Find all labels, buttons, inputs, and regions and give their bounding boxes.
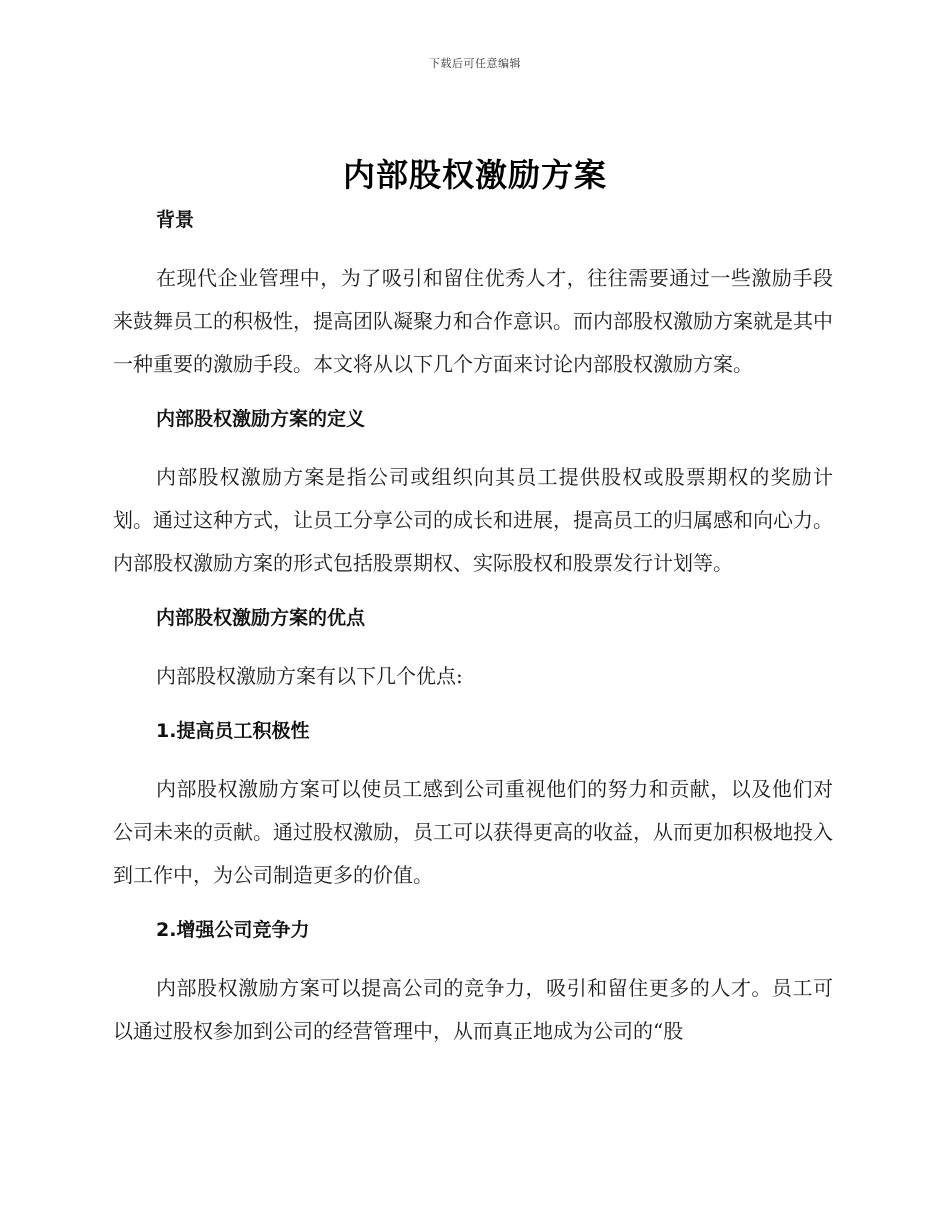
section-paragraph-advantages: 内部股权激励方案有以下几个优点: — [156, 664, 463, 688]
section-paragraph-background: 在现代企业管理中，为了吸引和留住优秀人才，往往需要通过一些激励手段来鼓舞员工的积极性，提高团队凝聚力和合作意识。而内部股权激励方案就是其中一种重要的激励手段。本文将从以下几个方面来讨论内部股权激励方案。 — [113, 266, 833, 376]
section-paragraph-definition: 内部股权激励方案是指公司或组织向其员工提供股权或股票期权的奖励计划。通过这种方式，让员工分享公司的成长和进展，提高员工的归属感和向心力。内部股权激励方案的形式包括股票期权、实际股权和股票发行计划等。 — [113, 465, 833, 575]
section-heading-competitiveness: 2.增强公司竞争力 — [156, 919, 310, 941]
section-heading-motivation: 1.提高员工积极性 — [156, 720, 310, 742]
header-note: 下载后可任意编辑 — [429, 57, 521, 70]
document-title: 内部股权激励方案 — [342, 156, 607, 194]
section-paragraph-motivation: 内部股权激励方案可以使员工感到公司重视他们的努力和贡献，以及他们对公司未来的贡献。通过股权激励，员工可以获得更高的收益，从而更加积极地投入到工作中，为公司制造更多的价值。 — [113, 777, 833, 887]
section-heading-background: 背景 — [156, 209, 195, 231]
section-heading-advantages: 内部股权激励方案的优点 — [156, 607, 366, 629]
section-paragraph-competitiveness: 内部股权激励方案可以提高公司的竞争力，吸引和留住更多的人才。员工可以通过股权参加到公司的经营管理中，从而真正地成为公司的“股 — [113, 976, 833, 1043]
section-heading-definition: 内部股权激励方案的定义 — [156, 408, 366, 430]
document-body — [113, 203, 833, 1053]
